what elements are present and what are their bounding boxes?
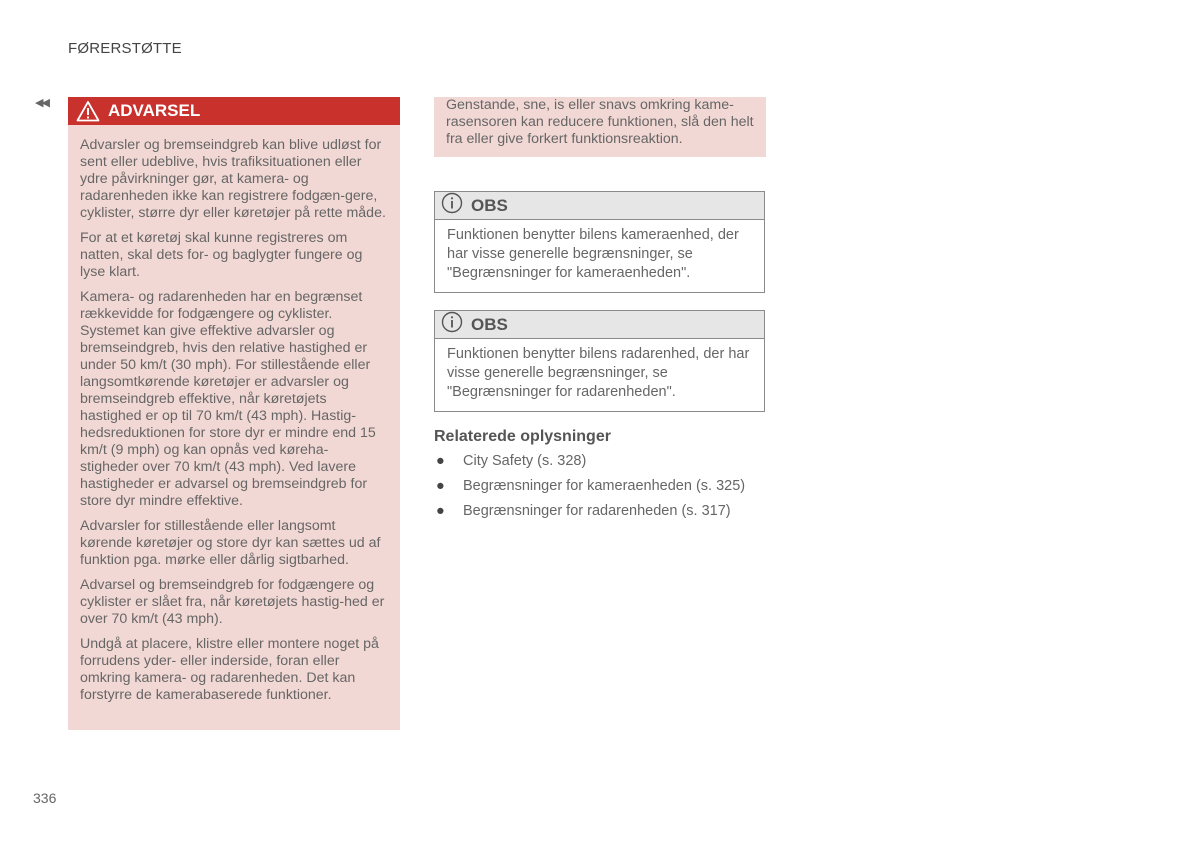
obs-text: Funktionen benytter bilens kameraenhed, der har visse generelle begrænsninger, se "Begrænsninger for kameraenheden". bbox=[447, 227, 739, 281]
bullet-icon: ● bbox=[436, 503, 445, 519]
back-arrows-icon[interactable]: ◀◀ bbox=[35, 97, 48, 109]
warning-header bbox=[68, 97, 400, 125]
warning-paragraph: For at et køretøj skal kunne registreres om natten, skal dets for- og baglygter fungere og lyse klart. bbox=[80, 230, 363, 280]
obs-header bbox=[435, 311, 764, 339]
warning-paragraph: Advarsel og bremseindgreb for fodgængere og cyklister er slået fra, når køretøjets hastig-hed er over 70 km/t (43 mph). bbox=[80, 577, 385, 627]
bullet-icon: ● bbox=[436, 478, 445, 494]
obs-text: Funktionen benytter bilens radarenhed, der har visse generelle begrænsninger, se "Begrænsninger for radarenheden". bbox=[447, 346, 750, 400]
warning-triangle-icon bbox=[74, 98, 102, 124]
warning-paragraph: Advarsler for stillestående eller langsomt kørende køretøjer og store dyr kan sættes ud af funktion pga. mørke eller dårlig sigtbarhed. bbox=[80, 518, 381, 568]
section-title: FØRERSTØTTE bbox=[68, 40, 182, 57]
warning-box bbox=[68, 97, 400, 730]
warning-paragraph: Advarsler og bremseindgreb kan blive udløst for sent eller udeblive, hvis trafiksituationen eller ydre påvirkninger gør, at kamera- og radarenheden ikke kan registrere fodgæn-gere, cyklister, større dyr eller køretøjer på rette måde. bbox=[80, 137, 386, 221]
obs-header bbox=[435, 192, 764, 220]
warning-body bbox=[68, 125, 400, 704]
info-icon bbox=[441, 311, 463, 338]
obs-title: OBS bbox=[471, 195, 508, 215]
related-link-camera-limitations[interactable] bbox=[434, 474, 774, 499]
obs-note-radar bbox=[434, 310, 765, 412]
warning-title: ADVARSEL bbox=[108, 101, 201, 120]
related-list bbox=[434, 449, 774, 524]
related-link-city-safety[interactable] bbox=[434, 449, 774, 474]
warning-paragraph: Undgå at placere, klistre eller montere noget på forrudens yder- eller inderside, foran eller omkring kamera- og radarenheden. Det kan forstyrre de kamerabaserede funktioner. bbox=[80, 636, 379, 703]
page-number: 336 bbox=[33, 790, 57, 806]
warning-paragraph: Kamera- og radarenheden har en begrænset rækkevidde for fodgængere og cyklister. Systemet kan give effektive advarsler og bremseindgreb, hvis den relative hastighed er under 50 km/t (30 mph). For stillestående eller langsomtkørende køretøjer er advarsler og bremseindgreb effektive, når køretøjets hastighed er op til 70 km/t (43 mph). Hastig-hedsreduktionen for store dyr er mindre end 15 km/t (9 mph) og kan opnås ved køreha-stigheder over 70 km/t (43 mph). Ved lavere hastigheder er advarsel og bremseindgreb for store dyr mindre effektive. bbox=[80, 289, 376, 509]
obs-note-camera bbox=[434, 191, 765, 293]
related-link-label[interactable]: Begrænsninger for radarenheden (s. 317) bbox=[463, 503, 731, 519]
related-link-label[interactable]: City Safety (s. 328) bbox=[463, 453, 587, 469]
warning-continuation: Genstande, sne, is eller snavs omkring kame-rasensoren kan reducere funktionen, slå den helt fra eller give forkert funktionsreaktion. bbox=[434, 97, 766, 157]
related-link-label[interactable]: Begrænsninger for kameraenheden (s. 325) bbox=[463, 478, 746, 494]
related-info bbox=[434, 428, 774, 524]
related-link-radar-limitations[interactable] bbox=[434, 499, 774, 524]
obs-title: OBS bbox=[471, 314, 508, 334]
related-heading: Relaterede oplysninger bbox=[434, 428, 611, 445]
info-icon bbox=[441, 192, 463, 219]
bullet-icon: ● bbox=[436, 453, 445, 469]
